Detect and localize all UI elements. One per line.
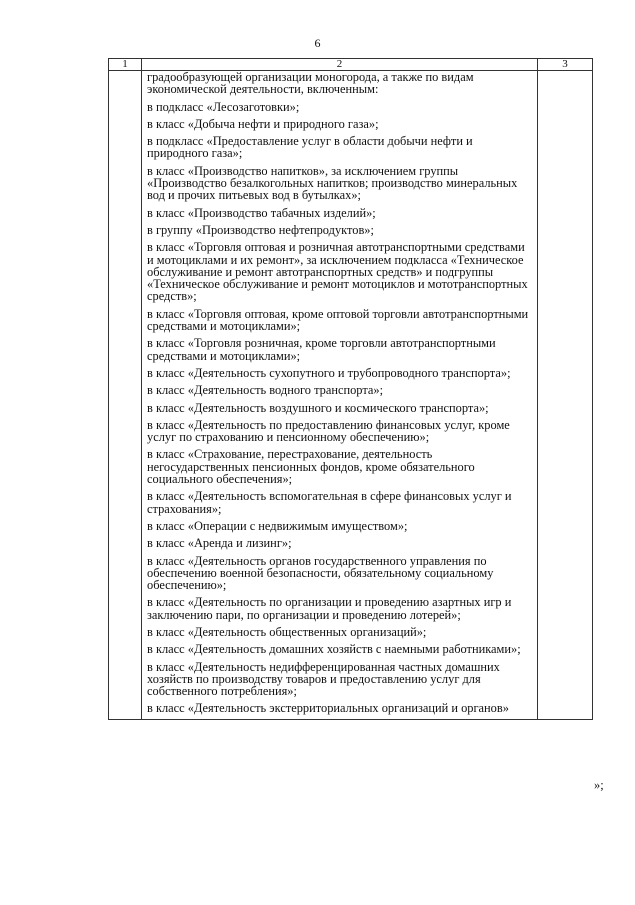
column-1-cell xyxy=(109,71,142,720)
table-header-row xyxy=(109,59,593,71)
paragraph: в класс «Деятельность по предоставлению финансовых услуг, кроме услуг по страхованию и пенсионному обеспечению»; xyxy=(147,417,510,445)
column-2-cell xyxy=(142,71,538,720)
paragraph: в класс «Страхование, перестрахование, деятельность негосударственных пенсионных фондов, кроме обязательного социального обеспечения»; xyxy=(147,447,475,487)
paragraph: в класс «Производство напитков», за исключением группы «Производство безалкогольных напитков; производство минеральных вод и прочих питьевых вод в бутылках»; xyxy=(147,163,518,203)
paragraph: в группу «Производство нефтепродуктов»; xyxy=(147,222,374,237)
paragraph: в класс «Деятельность экстерриториальных организаций и органов» xyxy=(147,701,509,716)
paragraph: в класс «Добыча нефти и природного газа»; xyxy=(147,116,379,131)
paragraph: в класс «Деятельность недифференцированная частных домашних хозяйств по производству товаров и предоставлению услуг для собственного потребления»; xyxy=(147,659,500,699)
paragraph: в класс «Торговля розничная, кроме торговли автотранспортными средствами и мотоциклами»; xyxy=(147,336,496,363)
document-table xyxy=(108,58,593,720)
paragraph: в класс «Деятельность органов государственного управления по обеспечению военной безопасности, обязательному социальному обеспечению»; xyxy=(147,553,494,593)
table-body-row xyxy=(109,71,593,720)
paragraph: в класс «Торговля оптовая, кроме оптовой торговли автотранспортными средствами и мотоциклами»; xyxy=(147,306,529,334)
page-number: 6 xyxy=(314,36,321,50)
paragraph: в класс «Операции с недвижимым имуществом»; xyxy=(147,518,408,533)
column-3-cell xyxy=(538,71,593,720)
paragraph: в подкласс «Предоставление услуг в области добычи нефти и природного газа»; xyxy=(147,134,473,161)
paragraph: в класс «Деятельность по организации и проведению азартных игр и заключению пари, по организации и проведению лотерей»; xyxy=(147,595,512,622)
paragraph: в класс «Деятельность общественных организаций»; xyxy=(147,624,427,639)
paragraph: в класс «Деятельность водного транспорта»; xyxy=(147,383,384,398)
closing-quote-mark: »; xyxy=(594,778,604,792)
paragraph: градообразующей организации моногорода, а также по видам экономической деятельности, включенным: xyxy=(147,70,474,97)
paragraph: в класс «Аренда и лизинг»; xyxy=(147,536,292,551)
column-header-2: 2 xyxy=(142,59,538,71)
paragraph: в класс «Деятельность сухопутного и трубопроводного транспорта»; xyxy=(147,365,511,380)
paragraph: в класс «Производство табачных изделий»; xyxy=(147,205,376,220)
paragraph: в класс «Торговля оптовая и розничная автотранспортными средствами и мотоциклами и их ремонт», за исключением подкласса «Техническое обслуживание и ремонт автотранспортных средств» и подгруппы «Техническое обслуживание и ремонт мотоциклов и мототранспортных средств»; xyxy=(147,240,528,304)
paragraph: в класс «Деятельность воздушного и космического транспорта»; xyxy=(147,400,489,415)
paragraph: в подкласс «Лесозаготовки»; xyxy=(147,99,300,114)
column-header-3: 3 xyxy=(538,59,593,71)
column-header-1: 1 xyxy=(109,59,142,71)
paragraph: в класс «Деятельность домашних хозяйств с наемными работниками»; xyxy=(147,642,521,657)
paragraph: в класс «Деятельность вспомогательная в сфере финансовых услуг и страхования»; xyxy=(147,489,512,516)
